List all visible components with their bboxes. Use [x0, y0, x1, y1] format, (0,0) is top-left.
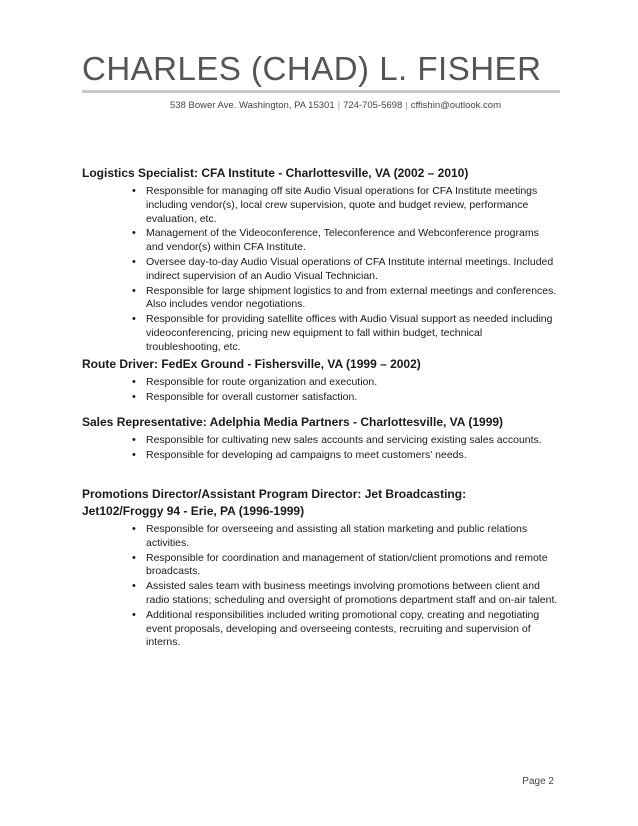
job-entry-route-driver: [82, 356, 562, 406]
phone: 724-705-5698: [343, 100, 403, 111]
bullet-icon: •: [132, 390, 136, 403]
bullet-item: • Responsible for coordination and management of station/client promotions and remote broadcasts.: [132, 551, 548, 578]
bullet-item: • Additional responsibilities included writing promotional copy, creating and negotiating event proposals, developing and overseeing contests, recruiting and supervision of interns.: [132, 608, 540, 649]
job-title: Logistics Specialist: CFA Institute - Charlottesville, VA (2002 – 2010): [82, 166, 469, 180]
bullet-item: • Oversee day-to-day Audio Visual operations of CFA Institute internal meetings. Included indirect supervision of an Audio Visual Technician.: [132, 255, 554, 282]
header-rule: [82, 90, 560, 93]
bullet-icon: •: [132, 448, 136, 461]
job-bullets: [82, 376, 562, 405]
address: 538 Bower Ave. Washington, PA 15301: [170, 100, 335, 111]
bullet-icon: •: [132, 227, 136, 240]
bullet-item: • Management of the Videoconference, Teleconference and Webconference programs and vendor(s) within CFA Institute.: [132, 227, 539, 254]
resume-name: CHARLES (CHAD) L. FISHER: [82, 50, 542, 87]
bullet-item: • Responsible for managing off site Audio Visual operations for CFA Institute meetings including vendor(s), local crew supervision, quote and budget review, performance evaluation, etc.: [132, 185, 538, 225]
email: cffishin@outlook.com: [410, 100, 501, 111]
job-entry-promotions-director: [82, 486, 562, 651]
bullet-icon: •: [132, 376, 136, 388]
bullet-icon: •: [132, 255, 136, 268]
bullet-icon: •: [132, 523, 136, 535]
job-title: Sales Representative: Adelphia Media Partners - Charlottesville, VA (1999): [82, 415, 504, 429]
job-title: Promotions Director/Assistant Program Director: Jet Broadcasting:: [82, 487, 467, 501]
bullet-item: • Responsible for providing satellite offices with Audio Visual support as needed including videoconferencing, pricing new equipment to fall within budget, technical troubleshooting, etc.: [132, 313, 553, 353]
bullet-item: • Assisted sales team with business meetings involving promotions between client and radio stations; scheduling and oversight of promotions department staff and on-air talent.: [132, 580, 558, 606]
job-title: Route Driver: FedEx Ground - Fishersville, VA (1999 – 2002): [82, 357, 421, 371]
bullet-item: • Responsible for overseeing and assisting all station marketing and public relations activities.: [132, 523, 528, 549]
bullet-icon: •: [132, 313, 136, 326]
job-bullets: [82, 185, 562, 355]
job-entry-logistics-specialist: [82, 165, 562, 356]
page-number: Page 2: [522, 776, 554, 787]
bullet-icon: •: [132, 185, 136, 197]
bullet-item: • Responsible for overall customer satisfaction.: [132, 390, 358, 403]
bullet-icon: •: [132, 580, 136, 593]
job-title-line2: Jet102/Froggy 94 - Erie, PA (1996-1999): [82, 504, 305, 518]
bullet-icon: •: [132, 551, 136, 564]
bullet-item: • Responsible for large shipment logistics to and from external meetings and conferences. Also includes vendor negotiations.: [132, 284, 557, 311]
bullet-item: • Responsible for developing ad campaigns to meet customers' needs.: [132, 448, 467, 461]
bullet-icon: •: [132, 284, 136, 297]
bullet-icon: •: [132, 434, 136, 446]
bullet-item: • Responsible for cultivating new sales accounts and servicing existing sales accounts.: [132, 434, 542, 446]
bullet-icon: •: [132, 608, 136, 621]
job-bullets: [82, 434, 562, 463]
job-entry-sales-representative: [82, 414, 562, 464]
job-bullets: [82, 523, 562, 650]
bullet-item: • Responsible for route organization and execution.: [132, 376, 378, 388]
contact-line: 538 Bower Ave. Washington, PA 15301 | 724-705-5698 | cffishin@outlook.com: [170, 100, 501, 111]
